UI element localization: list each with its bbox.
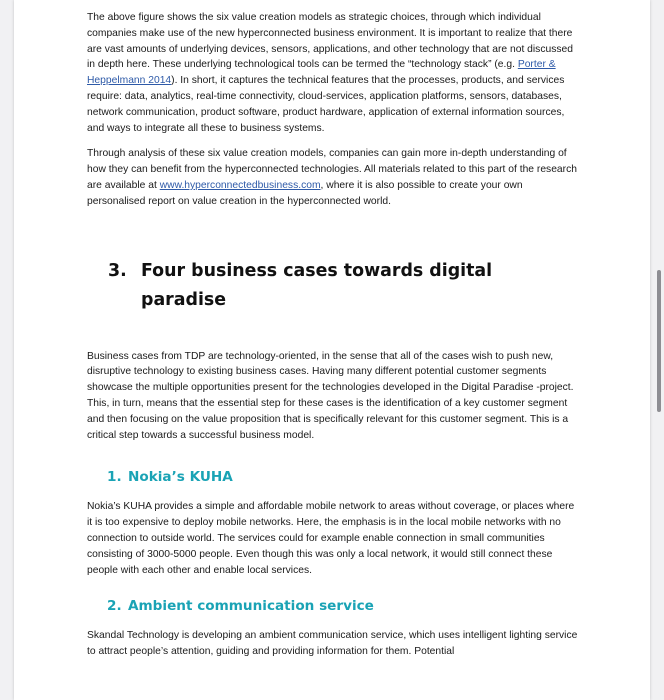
porter-heppelmann-link[interactable]: Porter & Heppelmann 2014 — [87, 59, 556, 87]
subsection-number: 1. — [107, 469, 122, 486]
paragraph-technology-stack — [87, 10, 579, 136]
subsection-number: 2. — [107, 598, 122, 615]
hyperconnected-business-link[interactable]: www.hyperconnectedbusiness.com — [159, 179, 321, 191]
paragraph-text: ). In short, it captures the technical features that the processes, products, and services require: data, analytics, real-time connectivity, cloud-services, application platforms, sensors, databases, network communication, product software, product hardware, application of external information sources, and ways to integrate all these to business systems. — [87, 75, 565, 134]
section-3-heading — [87, 257, 579, 315]
paragraph-text: , where it is also possible to create your own personalised report on value creation in the hyperconnected world. — [87, 179, 523, 207]
section-title-line1: Four business cases towards digital — [141, 260, 493, 281]
paragraph-text: The above figure shows the six value creation models as strategic choices, through which individual companies make use of the new hyperconnected business environment. It is important to realize that there are vast amounts of underlying devices, sensors, applications, and other technology that are not discussed in depth here. These underlying technological tools can be termed the “technology stack” (e.g. — [87, 12, 573, 71]
subsection-2-heading — [87, 596, 579, 616]
vertical-scrollbar[interactable] — [657, 270, 661, 412]
subsection-1-heading — [87, 467, 579, 487]
paragraph-ambient: Skandal Technology is developing an ambient communication service, which uses intelligent lighting service to attract people’s attention, guiding and providing information for them. Potential — [87, 630, 578, 658]
subsection-title: Ambient communication service — [128, 598, 374, 615]
section-number: 3. — [108, 260, 127, 281]
paragraph-kuha: Nokia’s KUHA provides a simple and affordable mobile network to areas without coverage, or places where it is too expensive to deploy mobile networks. Here, the emphasis is in the local mobile networks with no connection to outside world. The services could for example enable connection in small communities consisting of 3000-5000 people. Even though this was only a local network, it would still connect these people with each other and enable local services. — [87, 501, 575, 576]
section-title-line2: paradise — [141, 289, 227, 310]
paragraph-text: Through analysis of these six value creation models, companies can gain more in-depth understanding of how they can benefit from the hyperconnected technologies. All materials related to this part of the research are available at — [87, 148, 577, 191]
subsection-title: Nokia’s KUHA — [128, 469, 233, 486]
document-content — [87, 10, 579, 660]
document-page — [14, 0, 650, 700]
paragraph-business-cases: Business cases from TDP are technology-oriented, in the sense that all of the cases wish to push new, disruptive technology to existing business cases. Having many different potential customer segments showcase the multiple opportunities present for the technologies developed in the Digital Paradise -project. This, in turn, means that the essential step for these cases is the identification of a key customer segment and then focusing on the value proposition that is specifically relevant for this customer segment. This is a critical step towards a successful business model. — [87, 350, 574, 441]
paragraph-analysis — [87, 146, 579, 209]
